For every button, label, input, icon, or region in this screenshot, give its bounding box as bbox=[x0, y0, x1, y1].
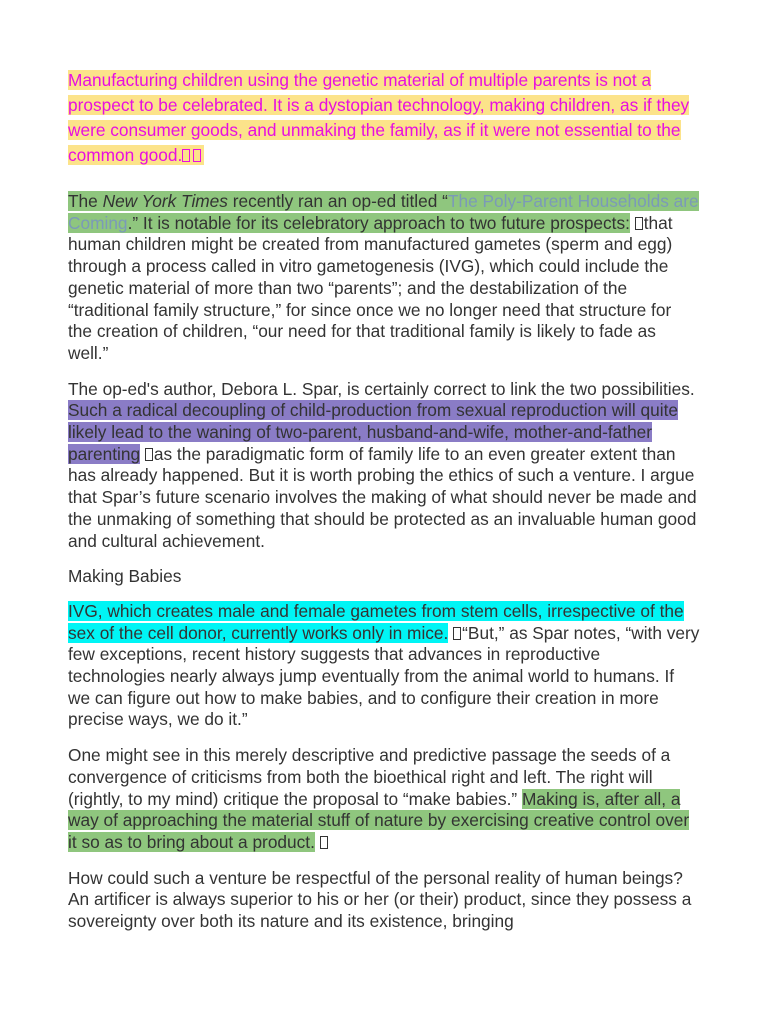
making-highlight: Making is, after all, a way of approaching the material stuff of nature by exercising creative control over it so as to bring about a product. bbox=[68, 788, 690, 852]
missing-glyph-icon bbox=[320, 836, 328, 849]
op-ed-link[interactable]: The Poly-Parent Households are Coming bbox=[68, 191, 699, 233]
op-ed-highlight: The New York Times recently ran an op-ed titled “The Poly-Parent Households are Coming.” It is notable for its celebratory approach to two future prospects: bbox=[68, 191, 699, 233]
missing-glyph-icon bbox=[182, 149, 190, 162]
intro-paragraph bbox=[68, 68, 700, 168]
paragraph-op-ed: The New York Times recently ran an op-ed titled “The Poly-Parent Households are Coming.” It is notable for its celebratory approach to two future prospects: that human children might be created from manufactured gametes (sperm and egg) through a process called in vitro gametogenesis (IVG), which could include the genetic material of more than two “parents”; and the destabilization of the “traditional family structure,” for since once we no longer need that structure for the creation of children, “our need for that traditional family is likely to fade as well.” bbox=[68, 191, 699, 363]
missing-glyph-icon bbox=[453, 627, 461, 640]
decoupling-highlight: Such a radical decoupling of child-production from sexual reproduction will quite likely lead to the waning of two-parent, husband-and-wife, mother-and-father parenting bbox=[68, 400, 678, 464]
paragraph-criticism: One might see in this merely descriptive and predictive passage the seeds of a convergence of criticisms from both the bioethical right and left. The right will (rightly, to my mind) critique the proposal to “make babies.” Making is, after all, a way of approaching the material stuff of nature by exercising creative control over it so as to bring about a product. bbox=[68, 745, 690, 852]
missing-glyph-icon bbox=[145, 448, 153, 461]
publication-name: New York Times bbox=[102, 191, 228, 211]
missing-glyph-icon bbox=[193, 149, 201, 162]
section-heading: Making Babies bbox=[68, 566, 182, 587]
paragraph-author: The op-ed's author, Debora L. Spar, is certainly correct to link the two possibilities. Such a radical decoupling of child-production from sexual reproduction will quite likely lead to the waning of two-parent, husband-and-wife, mother-and-father parenting as the paradigmatic form of family life to an even greater extent than has already happened. But it is worth probing the ethics of such a venture. I argue that Spar’s future scenario involves the making of what should never be made and the unmaking of something that should be protected as an invaluable human good and cultural achievement. bbox=[68, 378, 697, 551]
intro-highlight: Manufacturing children using the genetic material of multiple parents is not a prospect to be celebrated. It is a dystopian technology, making children, as if they were consumer goods, and unmaking the family, as if it were not essential to the common good. bbox=[68, 70, 690, 165]
ivg-highlight: IVG, which creates male and female gametes from stem cells, irrespective of the sex of the cell donor, currently works only in mice. bbox=[68, 600, 684, 643]
missing-glyph-icon bbox=[635, 217, 643, 230]
paragraph-ivg: IVG, which creates male and female gametes from stem cells, irrespective of the sex of the cell donor, currently works only in mice. “But,” as Spar notes, “with very few exceptions, recent history suggests that advances in reproductive technologies nearly always jump eventually from the animal world to humans. If we can figure out how to make babies, and to configure their creation in more precise ways, we do it.” bbox=[68, 600, 700, 730]
paragraph-artificer: How could such a venture be respectful of the personal reality of human beings? An artificer is always superior to his or her (or their) product, since they possess a sovereignty over both its nature and its existence, bringing bbox=[68, 867, 692, 932]
